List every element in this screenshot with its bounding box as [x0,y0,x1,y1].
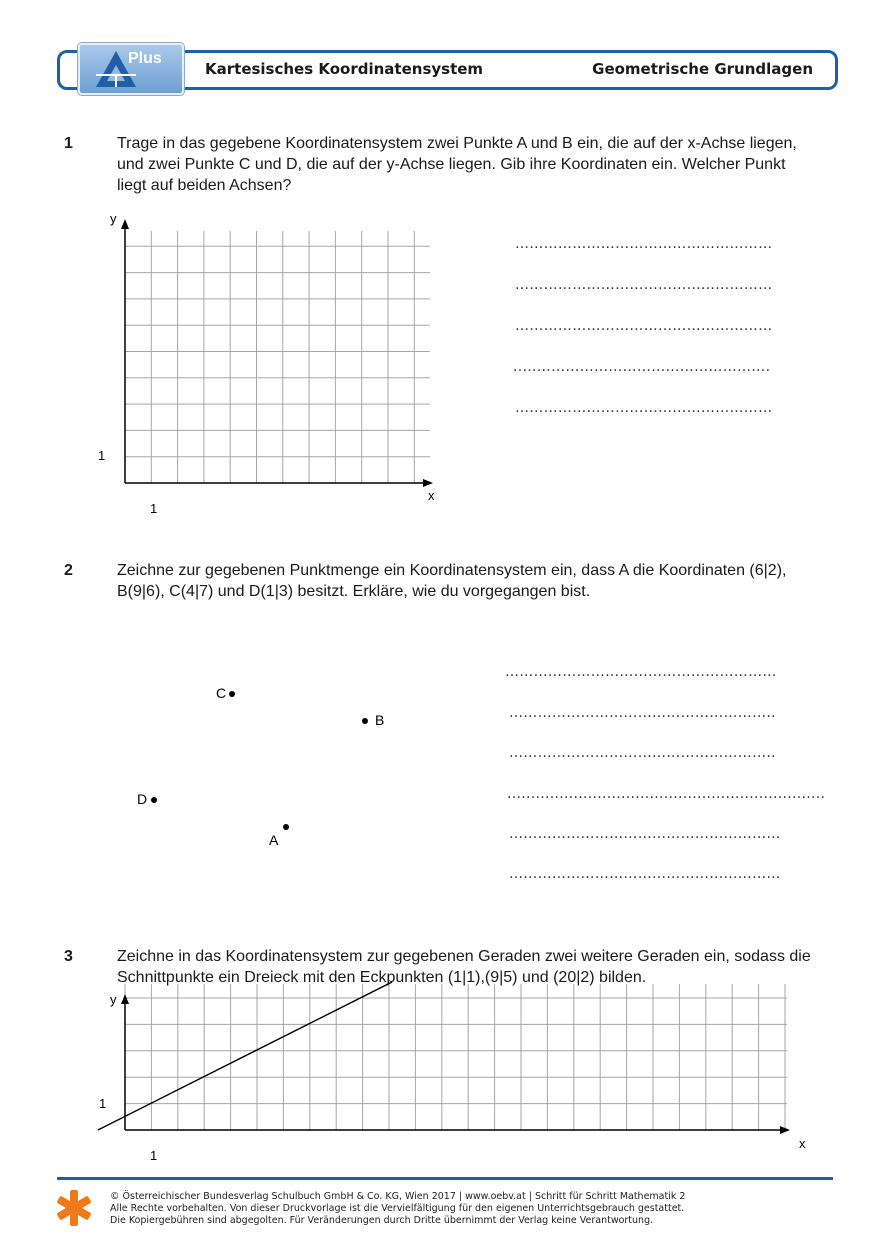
task-1-grid-lines [125,231,430,483]
point-c-label: C [216,685,227,701]
x-axis-arrow-icon [423,479,433,487]
task-2-number: 2 [64,562,73,579]
given-line [98,982,392,1130]
task-2-answer-line[interactable]: ................................................................... [507,786,826,802]
y-axis-arrow-icon [121,994,129,1004]
task-1-x-label: x [428,488,435,503]
task-1-coordinate-grid[interactable] [95,205,445,525]
task-3-coordinate-grid[interactable] [90,980,820,1170]
footer-line-1: © Österreichischer Bundesverlag Schulbuch GmbH & Co. KG, Wien 2017 | www.oebv.at | Schritt für Schritt Mathematik 2 [110,1191,686,1202]
logo-label: Plus [128,50,162,67]
task-1-text: Trage in das gegebene Koordinatensystem zwei Punkte A und B ein, die auf der x-Achse liegen, und zwei Punkte C und D, die auf der y-Achse liegen. Gib ihre Koordinaten ein. Welcher Punkt liegt auf beiden Achsen? [117,135,797,194]
task-3-x-tick-label: 1 [150,1148,158,1163]
page-subject: Geometrische Grundlagen [592,60,813,78]
point-b-dot [362,718,368,724]
task-2-answer-line[interactable]: ………………………………………………… [505,664,777,680]
task-3-grid-lines [125,984,787,1130]
task-1-answer-line[interactable]: ……………………………………………… [515,277,773,293]
task-1-number: 1 [64,135,73,152]
task-1-y-tick-label: 1 [98,448,106,463]
task-1-answer-line[interactable]: ……………………………………………… [515,236,773,252]
task-3-y-label: y [110,992,117,1007]
task-1-y-label: y [110,211,117,226]
point-b-label: B [375,712,385,728]
point-a-label: A [269,832,279,848]
footer-line-3: Die Kopiergebühren sind abgegolten. Für Veränderungen durch Dritte übernimmt der Verlag keine Verantwortung. [110,1215,654,1226]
task-1-x-tick-label: 1 [150,501,158,516]
footer-divider [57,1177,833,1180]
task-1-answer-line[interactable]: ……………………………………………… [515,318,773,334]
task-2-point-set[interactable] [120,670,410,860]
point-c-dot [229,691,235,697]
page-title: Kartesisches Koordinatensystem [205,60,484,78]
publisher-star-icon [55,1188,93,1228]
task-1-answer-line[interactable]: ..……………………………………………. [513,359,771,375]
task-3-y-tick-label: 1 [99,1096,107,1111]
point-a-dot [283,824,289,830]
footer-copyright [110,1191,685,1227]
point-d-dot [151,797,157,803]
task-3-number: 3 [64,948,73,965]
task-2-answer-line[interactable]: ………………………………………………… [509,866,781,882]
task-2-answer-line[interactable]: ………………………………………………… [509,826,781,842]
task-1-answer-line[interactable]: ……………………………………………… [515,400,773,416]
task-3-x-label: x [799,1136,806,1151]
task-3-text: Zeichne in das Koordinatensystem zur gegebenen Geraden zwei weitere Geraden ein, sodass die Schnittpunkte ein Dreieck mit den Eckpunkten (1|1),(9|5) und (20|2) bilden. [117,948,811,986]
y-axis-arrow-icon [121,219,129,229]
footer-line-2: Alle Rechte vorbehalten. Von dieser Druckvorlage ist die Vervielfältigung für den eigenen Unterrichtsgebrauch gestattet. [110,1203,685,1214]
task-2-text: Zeichne zur gegebenen Punktmenge ein Koordinatensystem ein, dass A die Koordinaten (6|2), B(9|6), C(4|7) und D(1|3) besitzt. Erkläre, wie du vorgegangen bist. [117,562,787,600]
task-2-answer-line[interactable]: ……………………………………………….. [509,745,776,761]
point-d-label: D [137,791,148,807]
task-2-answer-line[interactable]: ……………………………………………….. [509,705,776,721]
